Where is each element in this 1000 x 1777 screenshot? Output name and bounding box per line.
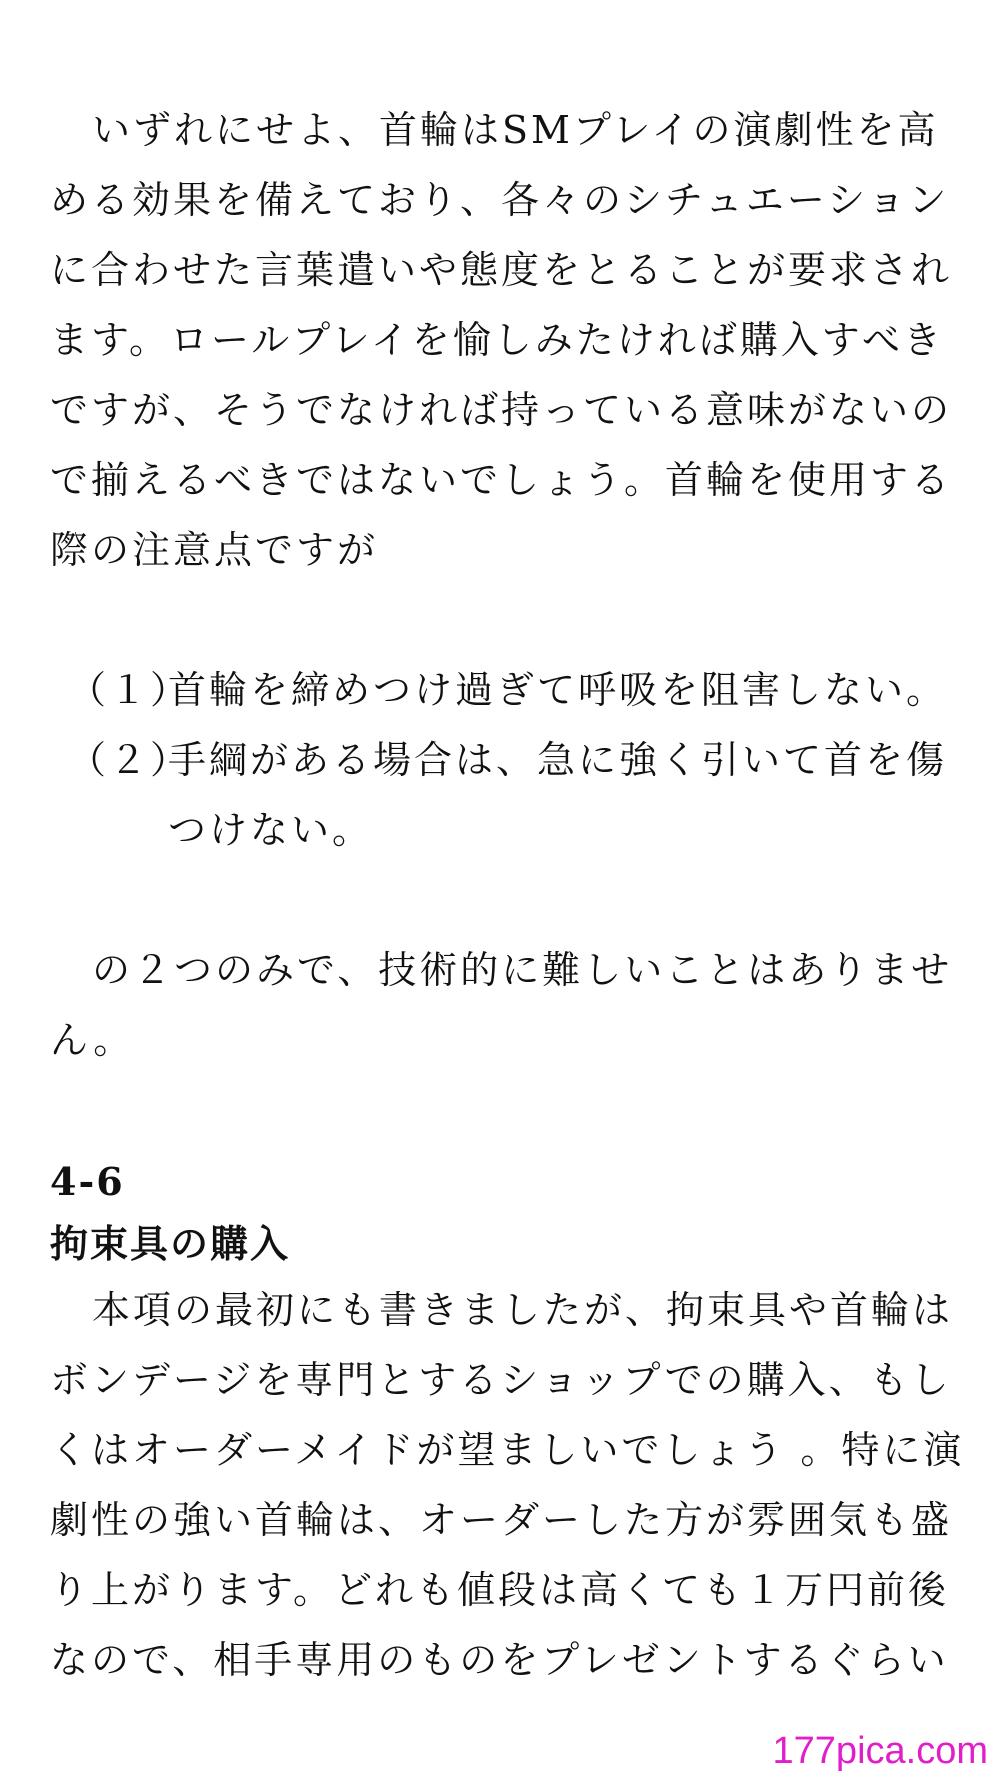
caution-list — [50, 655, 950, 865]
section-title: 拘束具の購入 — [50, 1221, 291, 1266]
text-line: 劇性の強い首輪は、オーダーした方が雰囲気も盛 — [50, 1498, 953, 1542]
text-line: 際の注意点ですが — [50, 528, 379, 572]
section-heading — [50, 1151, 950, 1275]
list-item-continuation: つけない。 — [168, 808, 374, 852]
text-line: ます。ロールプレイを愉しみたければ購入すべき — [50, 318, 945, 362]
paragraph-gap — [50, 865, 950, 935]
paragraph-summary — [50, 935, 953, 1075]
text-line: で揃えるべきではないでしょう。首輪を使用する — [50, 458, 953, 502]
document-page — [50, 95, 965, 1695]
text-line: 本項の最初にも書きましたが、拘束具や首輪は — [92, 1288, 954, 1332]
text-line: いずれにせよ、首輪はSMプレイの演劇性を高 — [92, 108, 939, 152]
section-gap — [50, 1075, 950, 1151]
list-item — [50, 655, 950, 725]
list-item-number: （２） — [68, 738, 192, 782]
text-line: くはオーダーメイドが望ましいでしょう 。特に演 — [50, 1428, 965, 1472]
text-line: に合わせた言葉遣いや態度をとることが要求され — [50, 248, 953, 292]
paragraph-intro — [50, 95, 953, 585]
list-item — [50, 725, 950, 795]
text-line: ん。 — [50, 1018, 135, 1062]
text-line: ですが、そうでなければ持っている意味がないの — [50, 388, 953, 432]
watermark-link[interactable]: 177pica.com — [772, 1730, 988, 1772]
paragraph-purchase — [50, 1275, 965, 1695]
paragraph-gap — [50, 585, 950, 655]
list-item-number: （１） — [68, 668, 192, 712]
text-line: める効果を備えており、各々のシチュエーション — [50, 178, 950, 222]
text-line: の２つのみで、技術的に難しいことはありませ — [92, 948, 953, 992]
list-item-text: 手綱がある場合は、急に強く引いて首を傷 — [168, 738, 948, 782]
text-line: なので、相手専用のものをプレゼントするぐらい — [50, 1638, 949, 1682]
text-line: り上がります。どれも値段は高くても１万円前後 — [50, 1568, 949, 1612]
section-number: 4-6 — [50, 1159, 125, 1204]
text-line: ボンデージを専門とするショップでの購入、もし — [50, 1358, 952, 1402]
list-item-text: 首輪を締めつけ過ぎて呼吸を阻害しない。 — [168, 668, 948, 712]
